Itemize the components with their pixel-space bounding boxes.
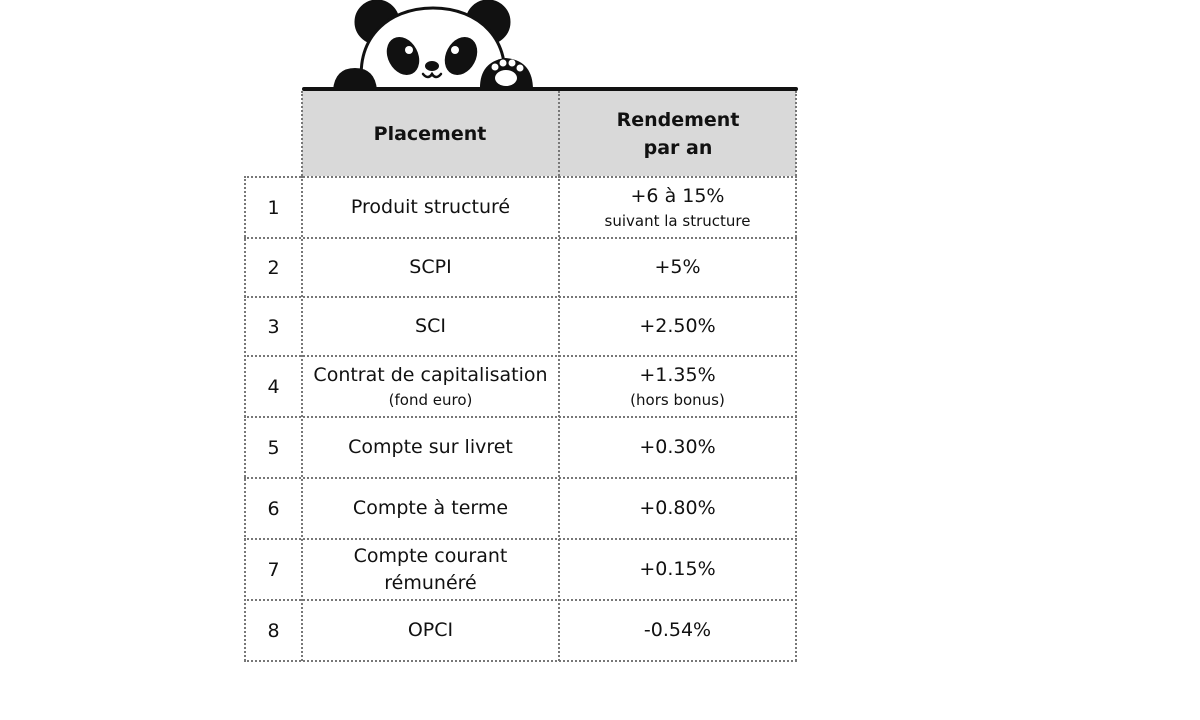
table-row-placement [303, 239, 558, 296]
table-row-placement [303, 178, 558, 237]
placement-name: Produit structuré [350, 196, 511, 218]
table-row-rank: 5 [267, 436, 280, 459]
placement-note: (fond euro) [388, 391, 473, 409]
header-rendement-line1: Rendement [616, 108, 740, 131]
rendement-value: +2.50% [639, 315, 716, 337]
table-row-rank: 6 [267, 497, 280, 520]
header-placement-label: Placement [373, 122, 487, 145]
table-row-rank: 3 [267, 315, 280, 338]
table-row-rendement [560, 239, 795, 296]
placement-name: OPCI [407, 619, 454, 641]
placement-name: Contrat de capitalisation [313, 364, 548, 386]
placement-name: SCI [415, 315, 446, 337]
table-row-rendement [560, 298, 795, 355]
rendement-value: +1.35% [639, 364, 716, 386]
table-row-placement [303, 357, 558, 416]
rendement-value: +0.30% [639, 436, 716, 458]
table-row-rendement [560, 178, 795, 237]
placement-name: SCPI [409, 256, 452, 278]
header-rendement [560, 91, 796, 176]
table-row-rendement [560, 479, 795, 538]
rendement-value: +5% [654, 256, 701, 278]
table-row-placement [303, 418, 558, 477]
placement-name: Compte à terme [352, 497, 509, 519]
table-row-rendement [560, 601, 795, 660]
rendement-value: +0.15% [639, 558, 716, 580]
table-row-rendement [560, 357, 795, 416]
rendement-note: (hors bonus) [630, 391, 725, 409]
header-rendement-line2: par an [643, 136, 713, 159]
table-row-placement [303, 298, 558, 355]
rendement-value: +0.80% [639, 497, 716, 519]
grid-line [244, 660, 797, 662]
header-placement [302, 91, 558, 176]
placement-note: rémunéré [384, 571, 477, 594]
rendement-value: +6 à 15% [630, 185, 725, 207]
placement-name: Compte sur livret [348, 436, 513, 458]
panda-waving-icon [325, 0, 540, 92]
table-row-placement [303, 479, 558, 538]
table-row-placement [303, 601, 558, 660]
placement-name: Compte courant [353, 544, 508, 567]
rendement-note: suivant la structure [604, 212, 751, 230]
table-row-rank: 7 [267, 558, 280, 581]
table-row-rendement [560, 540, 795, 599]
table-row-rank: 1 [267, 196, 280, 219]
table-row-rendement [560, 418, 795, 477]
rendement-value: -0.54% [643, 619, 712, 641]
table-row-rank: 8 [267, 619, 280, 642]
grid-line [795, 176, 797, 661]
table-row-rank: 4 [267, 375, 280, 398]
table-row-placement [303, 540, 558, 599]
table-row-rank: 2 [267, 256, 280, 279]
